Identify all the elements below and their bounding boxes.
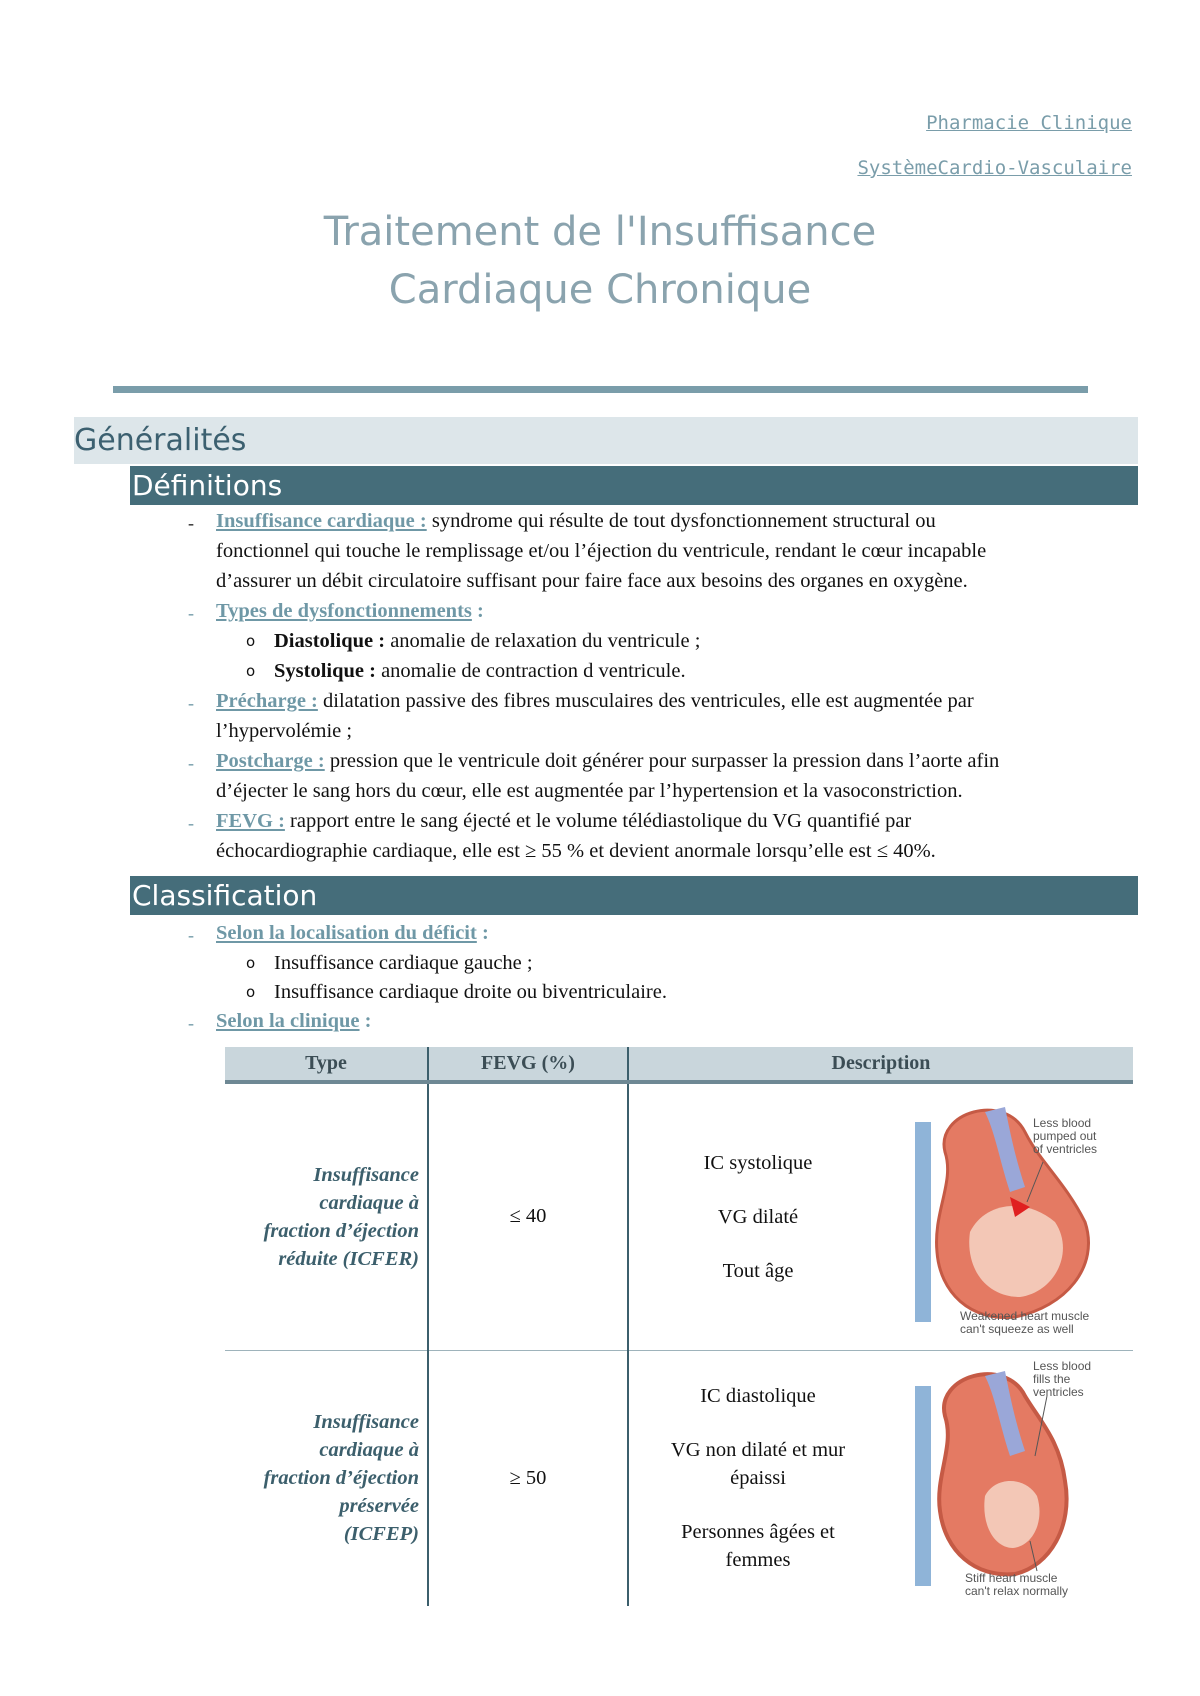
subsection-heading-definitions: Définitions <box>130 466 1138 505</box>
section-heading-generalites: Généralités <box>74 417 1138 464</box>
term-fevg: FEVG : <box>216 810 285 832</box>
definition-line: Postcharge : pression que le ventricule doit générer pour surpasser la pression dans l’aorte afin <box>216 750 1000 772</box>
classification-line: Selon la clinique : <box>216 1010 372 1032</box>
classification-line: Selon la localisation du déficit : <box>216 922 489 944</box>
term-postcharge: Postcharge : <box>216 750 325 772</box>
classification-table <box>225 1047 1133 1606</box>
svg-text:can't squeeze as well: can't squeeze as well <box>960 1321 1074 1336</box>
bullet-dash: - <box>188 513 194 533</box>
definition-line: d’assurer un débit circulatoire suffisant pour faire face aux besoins des organes en oxygène. <box>216 570 968 592</box>
classification-subline: Insuffisance cardiaque droite ou biventriculaire. <box>274 981 667 1003</box>
table-row <box>225 1082 1133 1350</box>
title-line-2: Cardiaque Chronique <box>388 267 812 313</box>
description-cell: IC systolique VG dilaté Tout âge <box>628 1082 887 1350</box>
svg-text:can't relax normally: can't relax normally <box>965 1583 1068 1598</box>
bullet-dash: - <box>188 693 194 713</box>
type-cell: Insuffisance cardiaque à fraction d’éjection réduite (ICFER) <box>225 1082 428 1350</box>
header-type: Type <box>225 1047 428 1082</box>
bullet-dash: - <box>188 813 194 833</box>
term-insuffisance-cardiaque: Insuffisance cardiaque : <box>216 510 427 532</box>
svg-text:Less blood: Less blood <box>1033 1115 1092 1130</box>
svg-text:of ventricles: of ventricles <box>1033 1141 1098 1156</box>
type-cell: Insuffisance cardiaque à fraction d’éjection préservée (ICFEP) <box>263 1411 419 1546</box>
description-cell: IC diastolique VG non dilaté et mur épaissi Personnes âgées et femmes <box>628 1350 887 1606</box>
term-diastolique: Diastolique : <box>274 630 386 652</box>
term-systolique: Systolique : <box>274 660 376 682</box>
bullet-dash: - <box>188 925 194 945</box>
svg-text:Stiff heart muscle: Stiff heart muscle <box>965 1570 1058 1585</box>
definition-line: Types de dysfonctionnements : <box>216 600 484 622</box>
svg-text:Weakened heart muscle: Weakened heart muscle <box>960 1308 1090 1323</box>
definition-line: l’hypervolémie ; <box>216 720 353 742</box>
definition-line: échocardiographie cardiaque, elle est ≥ 55 % et devient anormale lorsqu’elle est ≤ 40%. <box>216 840 936 862</box>
svg-text:pumped out: pumped out <box>1033 1128 1097 1143</box>
definition-line: FEVG : rapport entre le sang éjecté et le volume télédiastolique du VG quantifié par <box>216 810 912 832</box>
bullet-circle: o <box>246 983 256 1001</box>
svg-text:ventricles: ventricles <box>1033 1384 1084 1399</box>
term-localisation: Selon la localisation du déficit <box>216 922 477 944</box>
bullet-circle: o <box>246 632 256 650</box>
sub-definition-line: Systolique : anomalie de contraction d ventricule. <box>274 660 686 682</box>
fevg-cell: ≤ 40 <box>428 1082 628 1350</box>
table-row <box>225 1350 1133 1606</box>
definition-line: Insuffisance cardiaque : syndrome qui résulte de tout dysfonctionnement structural ou <box>216 510 936 532</box>
header-description: Description <box>628 1047 1133 1082</box>
classification-subline: Insuffisance cardiaque gauche ; <box>274 952 533 974</box>
title-line-1: Traitement de l'Insuffisance <box>323 209 877 255</box>
page-title <box>200 203 1000 319</box>
definition-line: fonctionnel qui touche le remplissage et/ou l’éjection du ventricule, rendant le cœur incapable <box>216 540 987 562</box>
fevg-cell: ≥ 50 <box>428 1350 628 1606</box>
sub-definition-line: Diastolique : anomalie de relaxation du ventricule ; <box>274 630 701 652</box>
heart-reduced-ef-illustration <box>915 1092 1105 1342</box>
term-clinique: Selon la clinique <box>216 1010 360 1032</box>
svg-text:Less blood: Less blood <box>1033 1358 1092 1373</box>
bullet-dash: - <box>188 1013 194 1033</box>
heart-preserved-ef-illustration <box>915 1356 1105 1601</box>
module-label[interactable]: SystèmeCardio-Vasculaire <box>857 157 1132 179</box>
bullet-circle: o <box>246 662 256 680</box>
bullet-circle: o <box>246 954 256 972</box>
title-rule <box>113 386 1088 393</box>
header-fevg: FEVG (%) <box>428 1047 628 1082</box>
definition-line: d’éjecter le sang hors du cœur, elle est augmentée par l’hypertension et la vasoconstriction. <box>216 780 963 802</box>
bullet-dash: - <box>188 603 194 623</box>
table-header-row <box>225 1047 1133 1082</box>
svg-text:fills the: fills the <box>1033 1371 1071 1386</box>
definition-line: Précharge : dilatation passive des fibres musculaires des ventricules, elle est augmentée par <box>216 690 974 712</box>
course-label[interactable]: Pharmacie Clinique <box>926 112 1132 134</box>
image-cell <box>887 1082 1133 1350</box>
bullet-dash: - <box>188 753 194 773</box>
image-cell <box>887 1350 1133 1606</box>
subsection-heading-classification: Classification <box>130 876 1138 915</box>
term-precharge: Précharge : <box>216 690 318 712</box>
term-types-dysfonctionnements: Types de dysfonctionnements <box>216 600 472 622</box>
